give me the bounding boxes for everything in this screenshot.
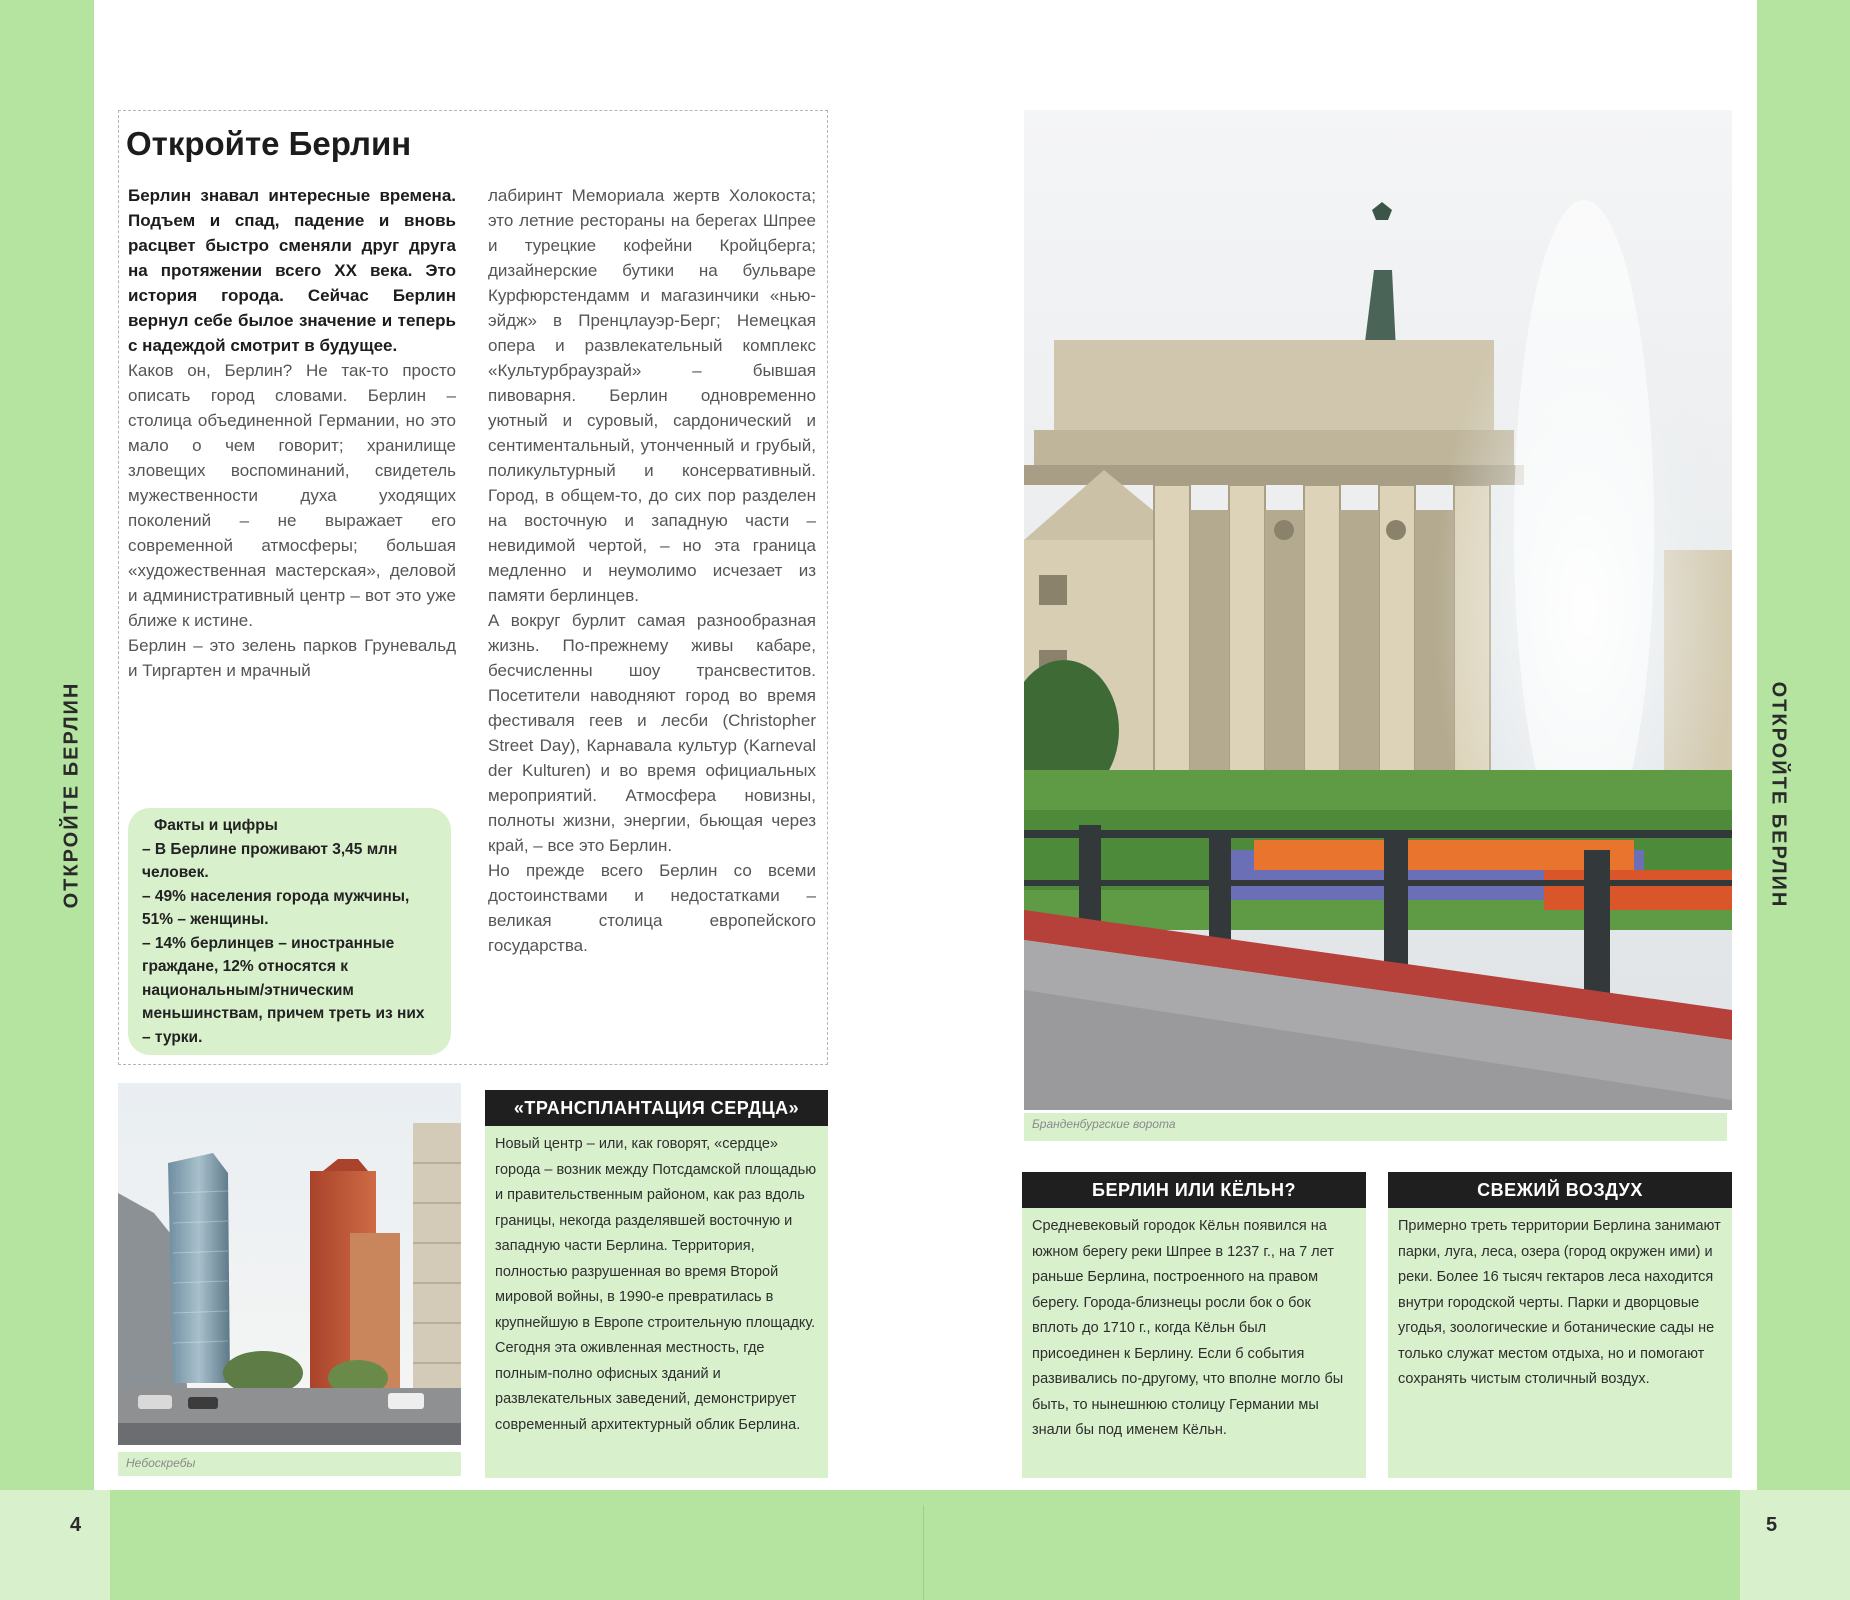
fact-item: – 14% берлинцев – иностранные граждане, 12% относятся к национальным/этническим меньшинствам, причем треть из них – турки. xyxy=(142,934,425,1046)
running-head-left: ОТКРОЙТЕ БЕРЛИН xyxy=(60,681,83,909)
fact-item: – В Берлине проживают 3,45 млн человек. xyxy=(142,840,398,881)
page-number-right: 5 xyxy=(1766,1514,1778,1536)
sidebar-heading: БЕРЛИН ИЛИ КЁЛЬН? xyxy=(1022,1172,1366,1208)
photo-caption-gate xyxy=(1024,1113,1727,1141)
sidebar-text: Средневековый городок Кёльн появился на южном берегу реки Шпрее в 1237 г., на 7 лет раньше Берлина, построенного на правом берегу. Города-близнецы росли бок о бок вплоть до 1710 г., когда Кёльн был присоединен к Берлину. Если б события развивались по-другому, что вполне могло бы быть, то нынешнюю столицу Германии мы знали бы под именем Кёльн. xyxy=(1022,1208,1366,1478)
sidebar-text: Новый центр – или, как говорят, «сердце» города – возник между Потсдамской площадью и правительственным районом, как раз вдоль границы, некогда разделявшей восточную и западную части Берлина. Территория, полностью разрушенная во время Второй мировой войны, в 1990-е превратилась в крупнейшую в Европе строительную площадку. Сегодня эта оживленная местность, где полным-полно офисных зданий и развлекательных заведений, демонстрирует современный архитектурный облик Берлина. xyxy=(485,1126,828,1478)
brandenburg-gate-photo xyxy=(1024,110,1732,1110)
body-paragraph: Но прежде всего Берлин со всеми достоинствами и недостатками – великая столица европейского государства. xyxy=(488,861,816,955)
page-title: Откройте Берлин xyxy=(126,125,412,162)
caption-text: Небоскребы xyxy=(126,1456,196,1470)
article-column-1 xyxy=(128,183,456,683)
facts-box xyxy=(128,808,451,1055)
article-column-2 xyxy=(488,183,816,958)
body-paragraph: лабиринт Мемориала жертв Холокоста; это летние рестораны на берегах Шпрее и турецкие кофейни Кройцберга; дизайнерские бутики на бульваре Курфюрстендамм и магазинчики «нью-эйдж» в Пренцлауэр-Берг; Немецкая опера и развлекательный комплекс «Культурбраузрай» – бывшая пивоварня. Берлин одновременно уютный и суровый, сардонический и сентиментальный, утонченный и грубый, поликультурный и консервативный. Город, в общем-то, до сих пор разделен на восточную и западную части – невидимой чертой, – но эта граница медленно и неумолимо исчезает из памяти берлинцев. xyxy=(488,186,816,605)
sidebar-text: Примерно треть территории Берлина занимают парки, луга, леса, озера (город окружен ими) и реки. Более 16 тысяч гектаров леса находится внутри городской черты. Парки и дворцовые угодья, зоологические и ботанические сады не только служат местом отдыха, но и помогают сохранять чистым столичный воздух. xyxy=(1388,1208,1732,1478)
sidebar-heading: «ТРАНСПЛАНТАЦИЯ СЕРДЦА» xyxy=(485,1090,828,1126)
sidebar-heading: СВЕЖИЙ ВОЗДУХ xyxy=(1388,1172,1732,1208)
body-paragraph: Каков он, Берлин? Не так-то просто описать город словами. Берлин – столица объединенной Германии, но это мало о чем говорит; хранилище зловещих воспоминаний, свидетель мужественности духа уходящих поколений – не выражает его современной атмосферы; большая «художественная мастерская», деловой и административный центр – вот это уже ближе к истине. xyxy=(128,361,456,630)
bottom-band xyxy=(0,1490,1850,1600)
page-number-box-left xyxy=(0,1490,110,1600)
body-paragraph: Берлин – это зелень парков Груневальд и Тиргартен и мрачный xyxy=(128,636,456,680)
photo-caption-skyscrapers xyxy=(118,1452,461,1476)
fact-item: – 49% населения города мужчины, 51% – женщины. xyxy=(142,887,410,928)
page-number-left: 4 xyxy=(70,1514,82,1536)
body-paragraph: А вокруг бурлит самая разнообразная жизнь. По-прежнему живы кабаре, бесчисленны шоу трансвеститов. Посетители наводняют город во время фестиваля геев и лесби (Christopher Street Day), Карнавала культур (Karneval der Kulturen) и во время официальных мероприятий. Атмосфера новизны, полноты жизни, энергии, бьющая через край, – все это Берлин. xyxy=(488,611,816,855)
caption-text: Бранденбургские ворота xyxy=(1032,1117,1176,1131)
page-number-box-right xyxy=(1740,1490,1850,1600)
running-head-right: ОТКРОЙТЕ БЕРЛИН xyxy=(1767,681,1790,909)
skyscrapers-photo xyxy=(118,1083,461,1445)
facts-title: Факты и цифры xyxy=(154,817,278,834)
lead-paragraph: Берлин знавал интересные времена. Подъем и спад, падение и вновь расцвет быстро сменяли друг друга на протяжении всего XX века. Это история города. Сейчас Берлин вернул себе былое значение и теперь с надеждой смотрит в будущее. xyxy=(128,186,456,355)
page-spine xyxy=(923,1505,924,1600)
